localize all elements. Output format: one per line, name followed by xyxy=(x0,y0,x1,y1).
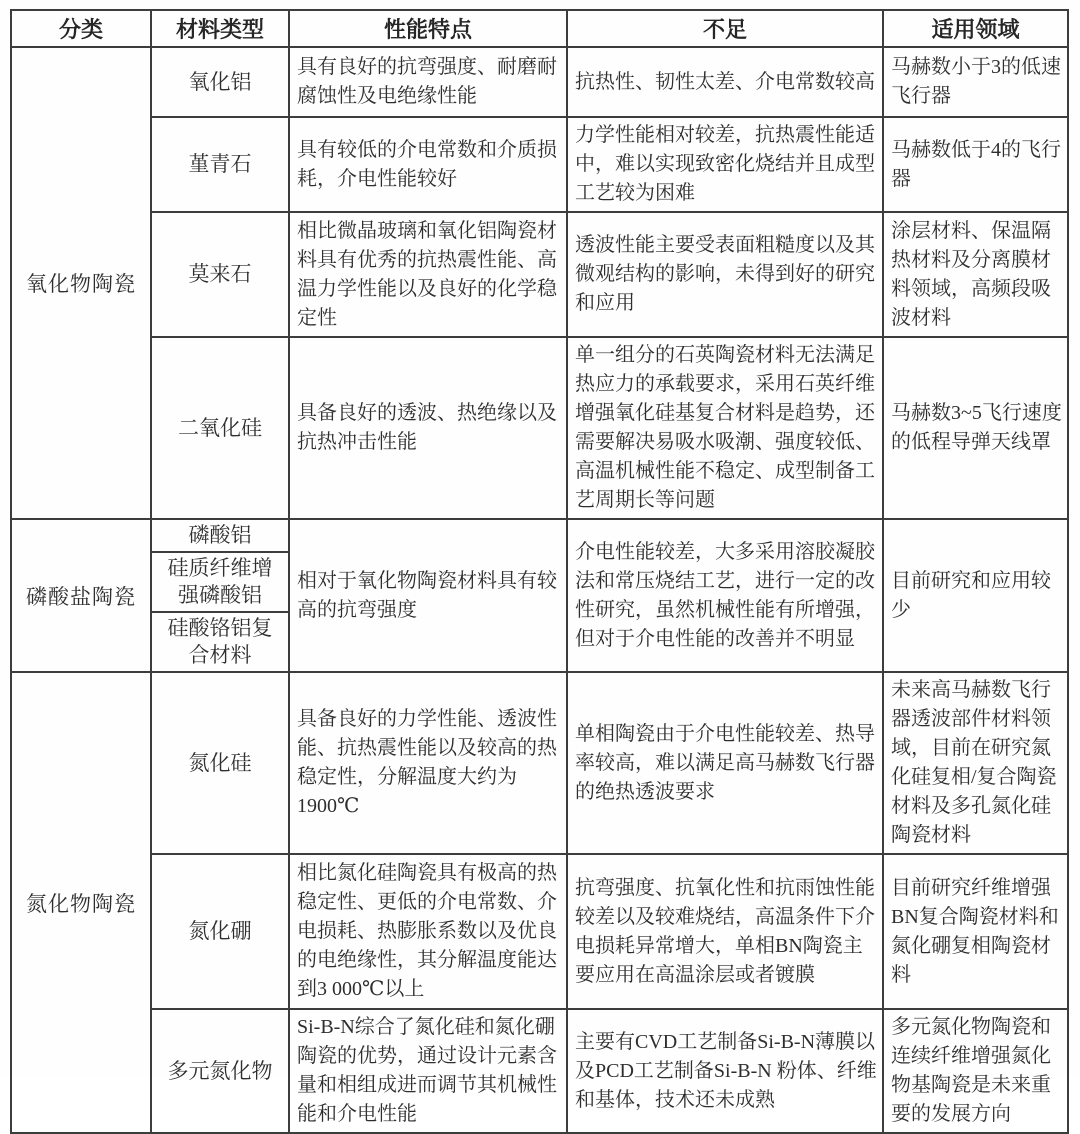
applications-cell-multicomponent-nitride: 多元氮化物陶瓷和连续纤维增强氮化物基陶瓷是未来重要的发展方向 xyxy=(883,1009,1068,1133)
table-row-alumina xyxy=(11,47,1068,117)
category-cell-phosphate: 磷酸盐陶瓷 xyxy=(11,519,151,672)
applications-cell-alumina: 马赫数小于3的低速飞行器 xyxy=(883,47,1068,117)
column-header-category: 分类 xyxy=(11,10,151,47)
features-cell-silicon-nitride: 具备良好的力学性能、透波性能、抗热震性能以及较高的热稳定性，分解温度大约为1900℃ xyxy=(289,672,567,854)
weaknesses-cell-phosphate: 介电性能较差，大多采用溶胶凝胶法和常压烧结工艺，进行一定的改性研究，虽然机械性能有所增强，但对于介电性能的改善并不明显 xyxy=(567,519,883,672)
table-row-silica xyxy=(11,337,1068,519)
weaknesses-cell-silica: 单一组分的石英陶瓷材料无法满足热应力的承载要求，采用石英纤维增强氧化硅基复合材料是趋势，还需要解决易吸水吸潮、强度较低、高温机械性能不稳定、成型制备工艺周期长等问题 xyxy=(567,337,883,519)
column-header-weaknesses: 不足 xyxy=(567,10,883,47)
material-cell-mullite: 莫来石 xyxy=(151,212,289,337)
weaknesses-cell-cordierite: 力学性能相对较差，抗热震性能适中，难以实现致密化烧结并且成型工艺较为困难 xyxy=(567,117,883,212)
features-cell-boron-nitride: 相比氮化硅陶瓷具有极高的热稳定性、更低的介电常数、介电损耗、热膨胀系数以及优良的电绝缘性，其分解温度能达到3 000℃以上 xyxy=(289,854,567,1009)
features-cell-cordierite: 具有较低的介电常数和介质损耗，介电性能较好 xyxy=(289,117,567,212)
weaknesses-cell-mullite: 透波性能主要受表面粗糙度以及其微观结构的影响，未得到好的研究和应用 xyxy=(567,212,883,337)
material-cell-boron-nitride: 氮化硼 xyxy=(151,854,289,1009)
applications-cell-phosphate: 目前研究和应用较少 xyxy=(883,519,1068,672)
material-cell-cordierite: 堇青石 xyxy=(151,117,289,212)
ceramic-materials-table xyxy=(10,9,1069,1134)
table-row-multicomponent-nitride xyxy=(11,1009,1068,1133)
column-header-material: 材料类型 xyxy=(151,10,289,47)
material-cell-silica: 二氧化硅 xyxy=(151,337,289,519)
features-cell-phosphate: 相对于氧化物陶瓷材料具有较高的抗弯强度 xyxy=(289,519,567,672)
features-cell-mullite: 相比微晶玻璃和氧化铝陶瓷材料具有优秀的抗热震性能、高温力学性能以及良好的化学稳定性 xyxy=(289,212,567,337)
weaknesses-cell-boron-nitride: 抗弯强度、抗氧化性和抗雨蚀性能较差以及较难烧结，高温条件下介电损耗异常增大，单相BN陶瓷主要应用在高温涂层或者镀膜 xyxy=(567,854,883,1009)
header-row xyxy=(11,10,1068,47)
applications-cell-mullite: 涂层材料、保温隔热材料及分离膜材料领域，高频段吸波材料 xyxy=(883,212,1068,337)
features-cell-multicomponent-nitride: Si-B-N综合了氮化硅和氮化硼陶瓷的优势，通过设计元素含量和相组成进而调节其机械性能和介电性能 xyxy=(289,1009,567,1133)
table-row-mullite xyxy=(11,212,1068,337)
material-cell-alumina: 氧化铝 xyxy=(151,47,289,117)
features-cell-alumina: 具有良好的抗弯强度、耐磨耐腐蚀性及电绝缘性能 xyxy=(289,47,567,117)
material-cell-silica-fiber-phosphate: 硅质纤维增强磷酸铝 xyxy=(151,552,289,612)
category-cell-oxide: 氧化物陶瓷 xyxy=(11,47,151,519)
material-cell-multicomponent-nitride: 多元氮化物 xyxy=(151,1009,289,1133)
applications-cell-silicon-nitride: 未来高马赫数飞行器透波部件材料领域，目前在研究氮化硅复相/复合陶瓷材料及多孔氮化硅陶瓷材料 xyxy=(883,672,1068,854)
table-row-cordierite xyxy=(11,117,1068,212)
category-cell-nitride: 氮化物陶瓷 xyxy=(11,672,151,1133)
table-row-aluminum-phosphate xyxy=(11,519,1068,552)
column-header-features: 性能特点 xyxy=(289,10,567,47)
features-cell-silica: 具备良好的透波、热绝缘以及抗热冲击性能 xyxy=(289,337,567,519)
table-row-silicon-nitride xyxy=(11,672,1068,854)
column-header-applications: 适用领域 xyxy=(883,10,1068,47)
applications-cell-cordierite: 马赫数低于4的飞行器 xyxy=(883,117,1068,212)
table-row-boron-nitride xyxy=(11,854,1068,1009)
weaknesses-cell-alumina: 抗热性、韧性太差、介电常数较高 xyxy=(567,47,883,117)
applications-cell-boron-nitride: 目前研究纤维增强BN复合陶瓷材料和氮化硼复相陶瓷材料 xyxy=(883,854,1068,1009)
material-cell-chromium-aluminum-silicate: 硅酸铬铝复合材料 xyxy=(151,612,289,672)
material-cell-silicon-nitride: 氮化硅 xyxy=(151,672,289,854)
weaknesses-cell-silicon-nitride: 单相陶瓷由于介电性能较差、热导率较高，难以满足高马赫数飞行器的绝热透波要求 xyxy=(567,672,883,854)
weaknesses-cell-multicomponent-nitride: 主要有CVD工艺制备Si-B-N薄膜以及PCD工艺制备Si-B-N 粉体、纤维和基体，技术还未成熟 xyxy=(567,1009,883,1133)
material-cell-aluminum-phosphate: 磷酸铝 xyxy=(151,519,289,552)
applications-cell-silica: 马赫数3~5飞行速度的低程导弹天线罩 xyxy=(883,337,1068,519)
